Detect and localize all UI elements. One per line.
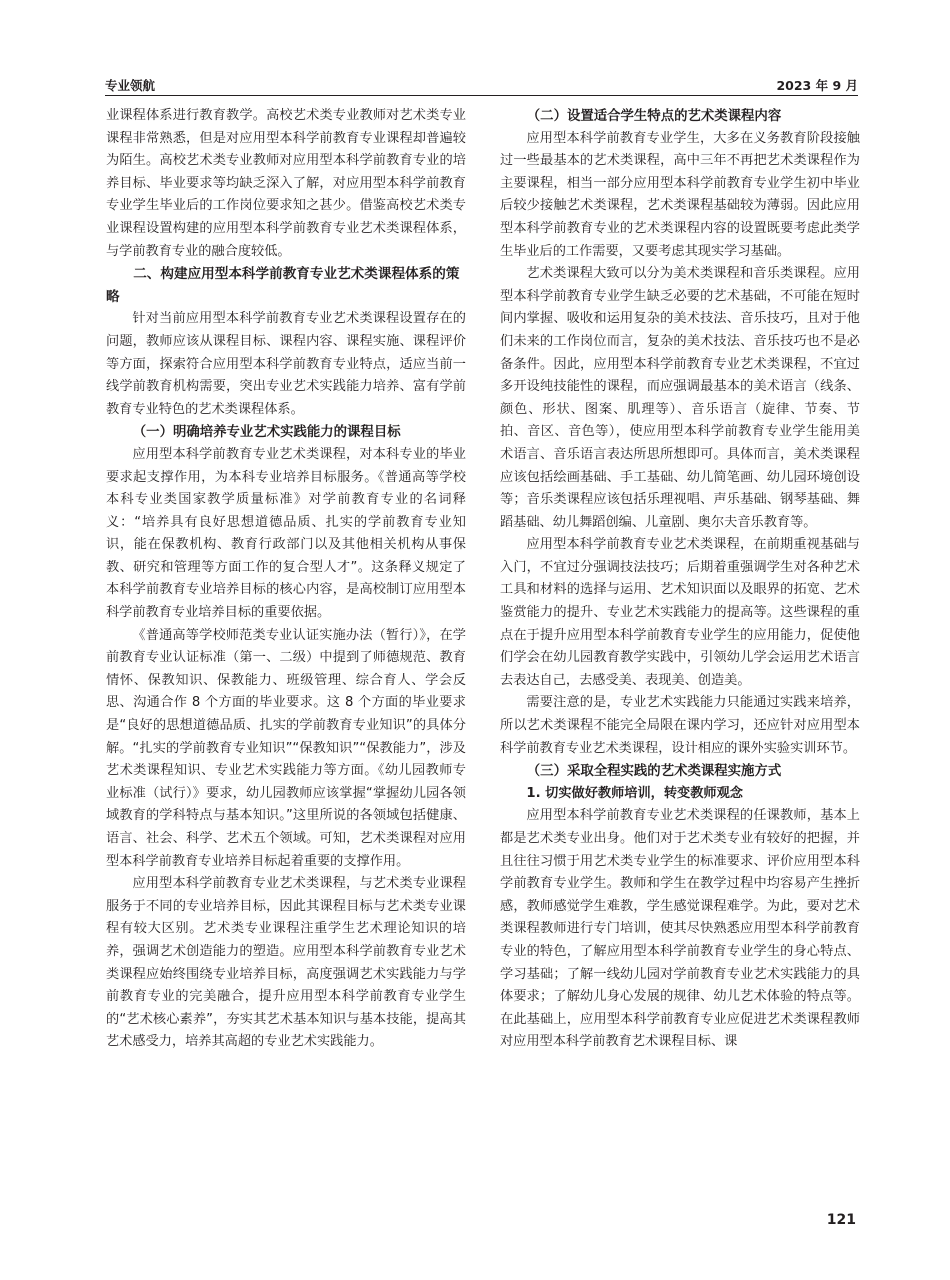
journal-section-name: 专业领航	[105, 77, 156, 93]
subsection-heading: （一）明确培养专业艺术实践能力的课程目标	[132, 424, 401, 441]
left-column	[106, 105, 466, 1054]
paragraph: 业课程体系进行教育教学。高校艺术类专业教师对艺术类专业课程非常熟悉，但是对应用型本科学前教育专业课程却普遍较为陌生。高校艺术类专业教师对应用型本科学前教育专业的培养目标、毕业要求等均缺乏深入了解，对应用型本科学前教育专业学生毕业后的工作岗位要求知之甚少。借鉴高校艺术类专业课程设置构建的应用型本科学前教育专业艺术类课程体系，与学前教育专业的融合度较低。	[106, 108, 466, 259]
subsection-heading: （三）采取全程实践的艺术类课程实施方式	[526, 763, 782, 780]
paragraph: 应用型本科学前教育专业艺术类课程，与艺术类专业课程服务于不同的专业培养目标，因此其课程目标与艺术类专业课程有较大区别。艺术类专业课程注重学生艺术理论知识的培养，强调艺术创造能力的塑造。应用型本科学前教育专业艺术类课程应始终围绕专业培养目标，高度强调艺术实践能力与学前教育专业的完美融合，提升应用型本科学前教育专业学生的“艺术核心素养”，夯实其艺术基本知识与基本技能，提高其艺术感受力，培养其高超的专业艺术实践能力。	[106, 876, 466, 1050]
paragraph: 应用型本科学前教育专业学生，大多在义务教育阶段接触过一些最基本的艺术类课程，高中三年不再把艺术类课程作为主要课程，相当一部分应用型本科学前教育专业学生初中毕业后较少接触艺术类课程，艺术类课程基础较为薄弱。因此应用型本科学前教育专业的艺术类课程内容的设置既要考虑此类学生毕业后的工作需要，又要考虑其现实学习基础。	[500, 130, 860, 259]
right-column	[500, 105, 860, 1054]
page-number: 121	[826, 1212, 856, 1228]
numbered-heading: 1. 切实做好教师培训，转变教师观念	[526, 785, 743, 801]
running-header	[105, 70, 858, 96]
paragraph: 《普通高等学校师范类专业认证实施办法（暂行）》，在学前教育专业认证标准（第一、二级）中提到了师德规范、教育情怀、保教知识、保教能力、班级管理、综合育人、学会反思、沟通合作 8 个方面的毕业要求。这 8 个方面的毕业要求是“良好的思想道德品质、扎实的学前教育专业知识”的具体分解。“扎实的学前教育专业知识”“保教知识”“保教能力”，涉及艺术类课程知识、专业艺术实践能力等方面。《幼儿园教师专业标准（试行）》要求，幼儿园教师应该掌握“掌握幼儿园各领域教育的学科特点与基本知识。”这里所说的各领域包括健康、语言、社会、科学、艺术五个领域。可知，艺术类课程对应用型本科学前教育专业培养目标起着重要的支撑作用。	[106, 627, 466, 869]
section-heading: 二、构建应用型本科学前教育专业艺术类课程体系的策略	[106, 266, 460, 305]
paragraph: 应用型本科学前教育专业艺术类课程的任课教师，基本上都是艺术类专业出身。他们对于艺术类专业有较好的把握，并且往往习惯于用艺术类专业学生的标准要求、评价应用型本科学前教育专业学生。教师和学生在教学过程中均容易产生挫折感，教师感觉学生难教，学生感觉课程难学。为此，要对艺术类课程教师进行专门培训，使其尽快熟悉应用型本科学前教育专业的特色，了解应用型本科学前教育专业学生的身心特点、学习基础；了解一线幼儿园对学前教育专业艺术实践能力的具体要求；了解幼儿身心发展的规律、幼儿艺术体验的特点等。在此基础上，应用型本科学前教育专业应促进艺术类课程教师对应用型本科学前教育艺术课程目标、课	[500, 808, 860, 1050]
paragraph: 应用型本科学前教育专业艺术类课程，在前期重视基础与入门，不宜过分强调技法技巧；后期着重强调学生对各种艺术工具和材料的选择与运用、艺术知识面以及眼界的拓宽、艺术鉴赏能力的提升、专业艺术实践能力的提高等。这些课程的重点在于提升应用型本科学前教育专业学生的应用能力，促使他们学会在幼儿园教育教学实践中，引领幼儿学会运用艺术语言去表达自己，去感受美、表现美、创造美。	[500, 537, 860, 688]
subsection-heading: （二）设置适合学生特点的艺术类课程内容	[526, 108, 782, 124]
paragraph: 针对当前应用型本科学前教育专业艺术类课程设置存在的问题，教师应该从课程目标、课程内容、课程实施、课程评价等方面，探索符合应用型本科学前教育专业特点，适应当前一线学前教育机构需要，突出专业艺术实践能力培养、富有学前教育专业特色的艺术类课程体系。	[106, 311, 466, 417]
paragraph: 应用型本科学前教育专业艺术类课程，对本科专业的毕业要求起支撑作用，为本科专业培养目标服务。《普通高等学校本科专业类国家教学质量标准》对学前教育专业的名词释义：“培养具有良好思想道德品质、扎实的学前教育专业知识，能在保教机构、教育行政部门以及其他相关机构从事保教、研究和管理等方面工作的复合型人才”。这条释义规定了本科学前教育专业培养目标的核心内容，是高校制订应用型本科学前教育专业培养目标的重要依据。	[106, 446, 466, 621]
issue-date: 2023 年 9 月	[776, 77, 858, 93]
paragraph: 需要注意的是，专业艺术实践能力只能通过实践来培养，所以艺术类课程不能完全局限在课内学习，还应针对应用型本科学前教育专业艺术类课程，设计相应的课外实验实训环节。	[500, 695, 860, 756]
paragraph: 艺术类课程大致可以分为美术类课程和音乐类课程。应用型本科学前教育专业学生缺乏必要的艺术基础，不可能在短时间内掌握、吸收和运用复杂的美术技法、音乐技巧，且对于他们未来的工作岗位而言，复杂的美术技法、音乐技巧也不是必备条件。因此，应用型本科学前教育专业艺术类课程，不宜过多开设纯技能性的课程，而应强调最基本的美术语言（线条、颜色、形状、图案、肌理等）、音乐语言（旋律、节奏、节拍、音区、音色等），使应用型本科学前教育专业学生能用美术语言、音乐语言表达所思所想即可。具体而言，美术类课程应该包括绘画基础、手工基础、幼儿简笔画、幼儿园环境创设等；音乐类课程应该包括乐理视唱、声乐基础、钢琴基础、舞蹈基础、幼儿舞蹈创编、儿童剧、奥尔夫音乐教育等。	[500, 266, 860, 530]
